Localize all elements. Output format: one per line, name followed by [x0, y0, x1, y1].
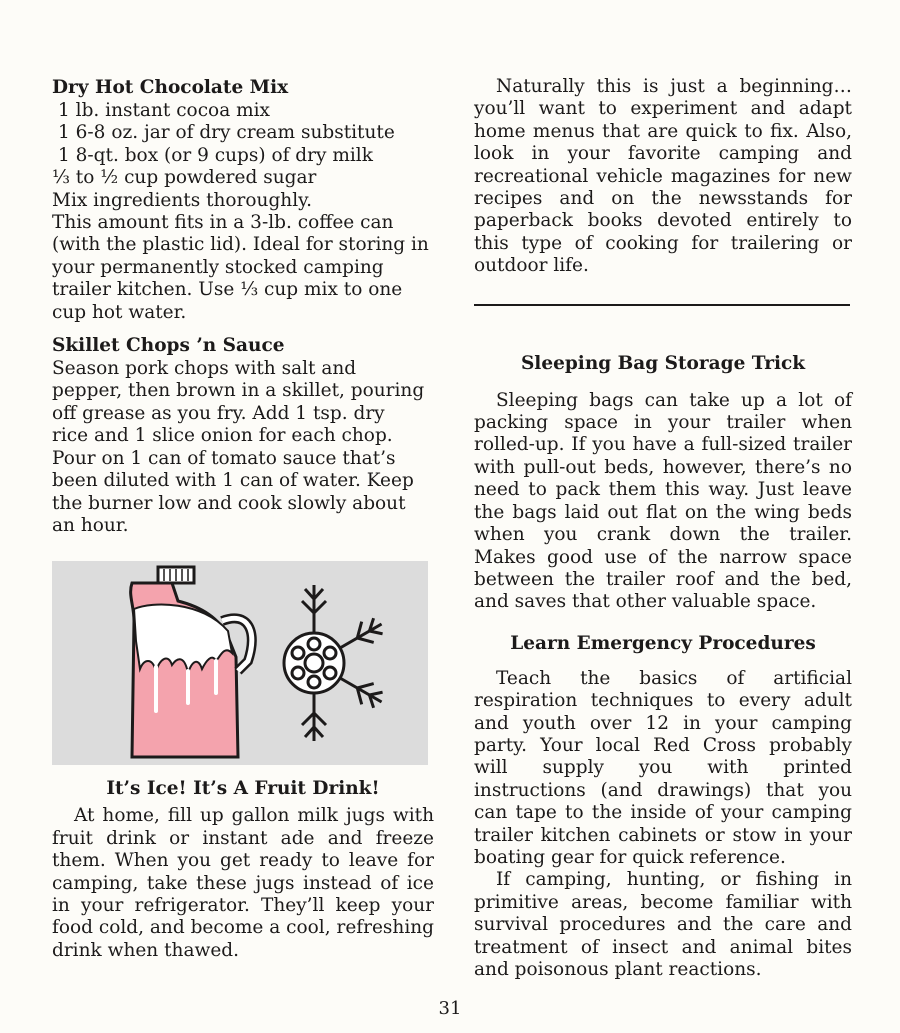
instruction-line: trailer kitchen. Use ⅓ cup mix to one	[52, 279, 403, 301]
instruction-line: This amount fits in a 3-lb. coffee can	[52, 212, 394, 234]
intro-paragraph: Naturally this is just a beginning… you’ll want to experiment and adapt home menus that are quick to fix. Also, look in your favorite camping and recreational vehicle magazines for new recipes and on the newsstands for paperback books devoted entirely to this type of cooking for trailering or outdoor life.	[474, 76, 852, 277]
instruction-line: Mix ingredients thoroughly.	[52, 189, 313, 211]
instruction-line: pepper, then brown in a skillet, pouring	[52, 380, 425, 402]
instruction-line: your permanently stocked camping	[52, 256, 384, 278]
ingredient-item: 1 lb. instant cocoa mix	[58, 100, 270, 121]
instruction-line: Season pork chops with salt and	[52, 358, 357, 380]
instruction-line: cup hot water.	[52, 301, 187, 323]
instruction-line: off grease as you fry. Add 1 tsp. dry	[52, 402, 385, 424]
instruction-line: an hour.	[52, 514, 129, 536]
ingredient-list	[52, 100, 434, 190]
right-column	[474, 76, 852, 981]
frozen-jug-illustration	[52, 561, 428, 765]
recipe-instructions	[52, 190, 434, 324]
section-title-emergency: Learn Emergency Procedures	[510, 632, 816, 654]
section-text-emergency-2: If camping, hunting, or fishing in primitive areas, become familiar with survival procedures and the care and treatment of insect and animal bites and poisonous plant reactions.	[474, 869, 852, 980]
jug-and-snowflake-icon	[52, 561, 428, 765]
section-text-sleeping-bag: Sleeping bags can take up a lot of packing space in your trailer when rolled-up. If you have a full-sized trailer with pull-out beds, however, there’s no need to pack them this way. Just leave the bags laid out flat on the wing beds when you crank down the trailer. Makes good use of the narrow space between the trailer roof and the bed, and saves that other valuable space.	[474, 389, 852, 613]
recipe-title-hot-chocolate: Dry Hot Chocolate Mix	[52, 77, 289, 98]
page-number: 31	[438, 998, 462, 1019]
section-text-fruit-drink: At home, fill up gallon milk jugs with fruit drink or instant ade and freeze them. When you get ready to leave for camping, take these jugs instead of ice in your refrigerator. They’ll keep your food cold, and become a cool, refreshing drink when thawed.	[52, 805, 434, 961]
instruction-line: the burner low and cook slowly about	[52, 492, 406, 514]
instruction-line: Pour on 1 can of tomato sauce that’s	[52, 447, 396, 469]
recipe-instructions	[52, 358, 434, 537]
section-text-emergency-1: Teach the basics of artificial respiration techniques to every adult and youth over 12 in your camping party. Your local Red Cross probably will supply you with printed instructions (and drawings) that you can tape to the inside of your camping trailer kitchen cabinets or stow in your boating gear for quick reference.	[474, 667, 852, 868]
instruction-line: been diluted with 1 can of water. Keep	[52, 470, 414, 492]
ingredient-item: 1 8-qt. box (or 9 cups) of dry milk	[58, 144, 373, 166]
left-column	[52, 76, 434, 962]
instruction-line: rice and 1 slice onion for each chop.	[52, 425, 393, 447]
section-title-fruit-drink: It’s Ice! It’s A Fruit Drink!	[106, 778, 380, 800]
instruction-line: (with the plastic lid). Ideal for storing in	[52, 234, 429, 256]
recipe-title-skillet-chops: Skillet Chops ’n Sauce	[52, 335, 285, 357]
ingredient-item: ⅓ to ½ cup powdered sugar	[52, 167, 317, 189]
section-title-sleeping-bag: Sleeping Bag Storage Trick	[520, 352, 806, 374]
ingredient-item: 1 6-8 oz. jar of dry cream substitute	[58, 122, 395, 144]
